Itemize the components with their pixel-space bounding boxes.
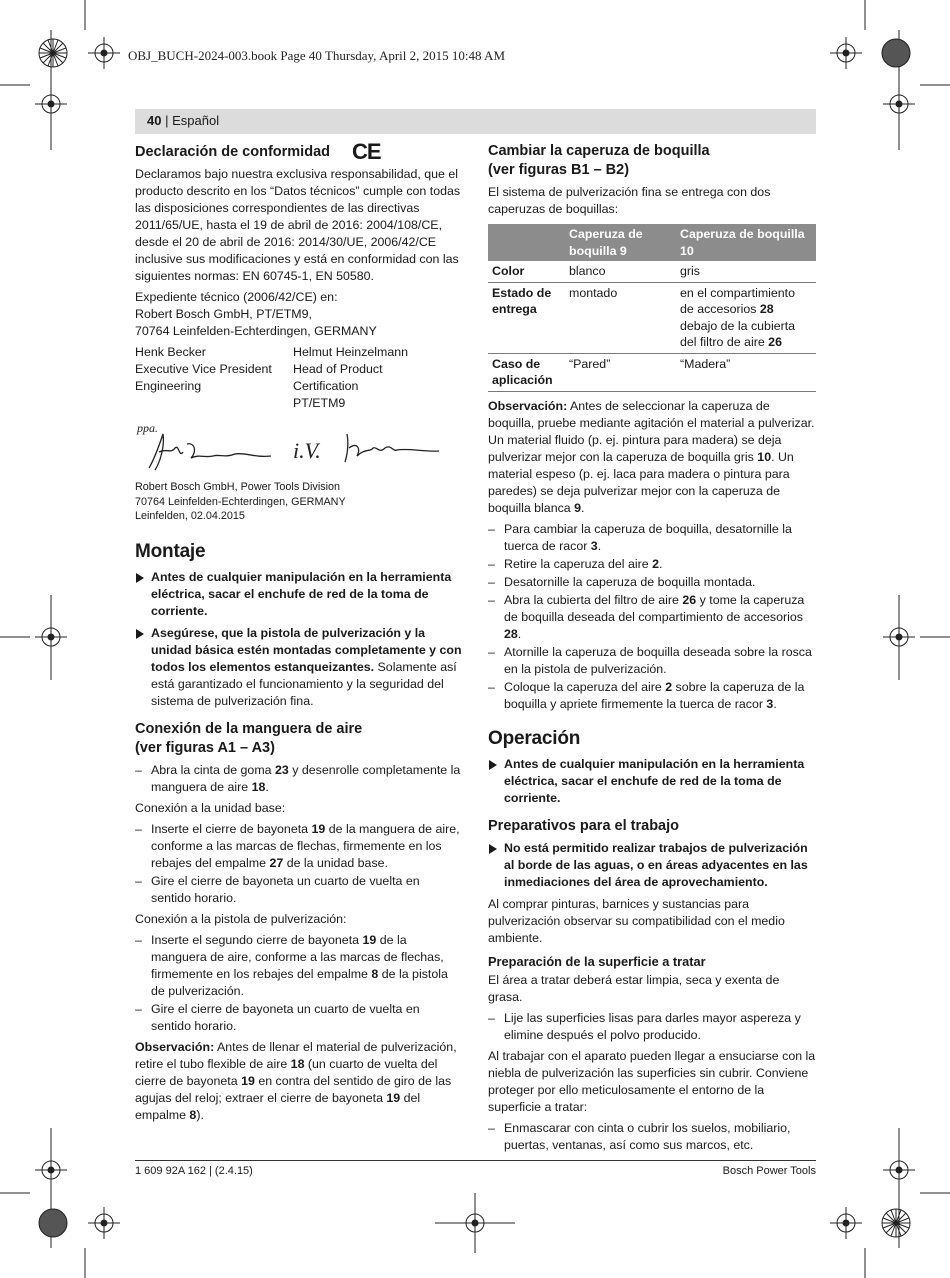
triangle-bullet-icon [489,844,497,854]
signer-name: Helmut Heinzelmann [293,345,409,359]
tech-file-line: Robert Bosch GmbH, PT/ETM9, [135,307,312,321]
page-number: 40 [147,113,162,128]
signer-role: PT/ETM9 [293,396,346,410]
page-header [135,109,816,134]
text: sobre la caperuza de la boquilla y apriete firmemente la tuerca de racor [504,679,805,711]
heading-line: Conexión de la manguera de aire [135,720,363,737]
svg-text:i.V.: i.V. [293,438,321,463]
list-item [488,679,816,713]
table-row [488,282,816,353]
triangle-bullet-icon [136,573,144,583]
list-item [488,756,816,807]
table-cell: montado [565,282,676,353]
gun-steps [135,932,463,1035]
signer-2 [293,344,451,412]
observation-note [135,1039,463,1124]
text: . [517,626,522,641]
text: Antes de seleccionar la caperuza de boquilla, pruebe mediante agitación el material a pulverizar. Un material fluido (p. ej. pintura para madera) se deja pulverizar mejor con la caperuza de boquilla gris [488,398,815,464]
text: . Un material espeso (p. ej. laca para madera o pintura para paredes) se deja pulverizar mejor con la caperuza de boquilla blanca [488,449,794,515]
ref-number: 8 [371,966,379,981]
table-cell: “Madera” [676,353,816,391]
montaje-warnings [135,569,463,710]
table-header-cell: Caperuza de boquilla 10 [676,224,816,261]
ref-number: 27 [269,855,284,870]
text: de la manguera de aire, conforme a las marcas de flechas, firmemente en los rebajes del empalme [151,821,460,870]
text: . [597,538,602,553]
table-row [488,261,816,282]
ref-number: 2 [652,556,659,571]
cambiar-heading [488,142,816,180]
text: (un cuarto de vuelta del cierre de bayoneta [135,1056,438,1088]
conexion-steps [135,762,463,796]
preparativos-heading: Preparativos para el trabajo [488,817,679,834]
text: Abra la cinta de goma [151,762,275,777]
table-cell: Color [488,261,565,282]
preparativos-text: Al comprar pinturas, barnices y sustancias para pulverización observar su compatibilidad con el medio ambiente. [488,896,785,945]
table-header-row [488,224,816,261]
warning-text: Antes de cualquier manipulación en la herramienta eléctrica, sacar el enchufe de red de la toma de corriente. [151,569,452,618]
right-column [488,142,816,1158]
text: . [265,779,269,794]
list-item: – Atornille la caperuza de boquilla deseada sobre la rosca en la pistola de pulverización. [488,644,816,678]
table-header-cell [488,224,565,261]
list-item [488,556,816,573]
list-item [135,821,463,872]
table-cell: blanco [565,261,676,282]
list-item [135,625,463,710]
list-item: – Enmascarar con cinta o cubrir los suelos, mobiliario, puertas, ventanas, así como sus marcos, etc. [488,1120,816,1154]
list-item: – Lije las superficies lisas para darles mayor aspereza y elimine después el polvo producido. [488,1010,816,1044]
cambiar-intro: El sistema de pulverización fina se entrega con dos caperuzas de boquillas: [488,185,771,216]
preparativos-warnings [488,840,816,891]
warning-text: Antes de cualquier manipulación en la herramienta eléctrica, sacar el enchufe de red de la toma de corriente. [504,756,805,805]
ref-number: 26 [682,592,697,607]
ref-number: 9 [574,500,582,515]
ref-number: 3 [590,538,598,553]
table-cell: Caso de aplicación [488,353,565,391]
text: Coloque la caperuza del aire [504,679,666,694]
table-cell [676,282,816,353]
footer-brand: Bosch Power Tools [722,1165,816,1177]
technical-file [135,289,463,340]
company-line: Robert Bosch GmbH, Power Tools Division [135,481,341,493]
ref-number: 10 [757,449,772,464]
ref-number: 23 [274,762,289,777]
ce-mark-logo: CE [352,139,381,164]
signers [135,344,463,412]
text: Retire la caperuza del aire [504,556,653,571]
text: de la pistola de pulverización. [151,966,448,998]
ref-number: 8 [189,1107,197,1122]
ref-number: 19 [362,932,377,947]
declaration-heading [135,139,463,164]
heading-line: (ver figuras B1 – B2) [488,162,630,178]
book-slug: OBJ_BUCH-2024-003.book Page 40 Thursday, April 2, 2015 10:48 AM [128,48,505,63]
left-column [135,139,463,1128]
ref-number: 28 [504,626,518,641]
list-item [135,932,463,1000]
svg-text:ppa.: ppa. [137,421,158,435]
list-item [488,592,816,643]
text: y tome la caperuza de boquilla deseada del compartimiento de accesorios [504,592,805,624]
table-header-cell: Caperuza de boquilla 9 [565,224,676,261]
gun-label: Conexión a la pistola de pulverización: [135,911,347,926]
text: del empalme [135,1090,421,1122]
base-steps [135,821,463,907]
text: . [773,696,777,711]
list-item: – Gire el cierre de bayoneta un cuarto de vuelta en sentido horario. [135,1001,463,1035]
ref-number: 26 [768,335,782,349]
note-label: Observación: [488,398,568,413]
superficie-steps-2 [488,1120,816,1154]
nozzle-table [488,224,816,392]
ref-number: 2 [665,679,673,694]
warning-text-rest: Solamente así está garantizado el funcionamiento y la seguridad del sistema de pulverización fina. [151,659,457,708]
ref-number: 3 [766,696,774,711]
text: Inserte el segundo cierre de bayoneta [151,932,363,947]
page-footer [135,1160,816,1177]
text: ). [196,1107,204,1122]
cambiar-steps [488,521,816,713]
list-item [135,762,463,796]
list-item: – Gire el cierre de bayoneta un cuarto de vuelta en sentido horario. [135,873,463,907]
heading-line: (ver figuras A1 – A3) [135,739,275,756]
tech-file-line: 70764 Leinfelden-Echterdingen, GERMANY [135,324,377,338]
ref-number: 18 [290,1056,305,1071]
ref-number: 19 [241,1073,255,1088]
table-cell: Estado de entrega [488,282,565,353]
header-separator: | [165,113,169,128]
signer-role: Head of Product Certification [293,362,383,393]
ref-number: 18 [251,779,266,794]
declaration-text: Declaramos bajo nuestra exclusiva responsabilidad, que el producto descrito en los “Datos técnicos” cumple con todas las disposiciones correspondientes de las directivas 2011/65/UE, hasta el 19 de abril de 2016: 2004/108/CE, desde el 20 de abril de 2016: 2014/30/UE, 2006/42/CE inclusive sus modificaciones y está en conformidad con las siguientes normas: EN 60745-1, EN 50580. [135,167,461,283]
tech-file-line: Expediente técnico (2006/42/CE) en: [135,290,338,304]
triangle-bullet-icon [136,629,144,639]
company-address [135,480,463,524]
text: en el compartimiento de accesorios [680,285,796,316]
heading-line: Cambiar la caperuza de boquilla [488,143,710,159]
header-language: Español [172,113,220,128]
ref-number: 28 [759,302,774,316]
montaje-heading: Montaje [135,540,206,562]
text: . [658,556,663,571]
text: en contra del sentido de giro de las agujas del reloj; extraer el cierre de bayoneta [135,1073,452,1105]
conexion-heading [135,720,463,758]
signer-1 [135,344,293,412]
ref-number: 19 [311,821,326,836]
superficie-text: El área a tratar deberá estar limpia, seca y exenta de grasa. [488,972,780,1004]
text: de la unidad base. [283,855,388,870]
warning-text: Asegúrese, que la pistola de pulverización y la unidad básica estén montadas completamente y con todos los elementos estanqueizantes. [151,625,462,674]
list-item [135,569,463,620]
company-line: Leinfelden, 02.04.2015 [135,510,245,522]
superficie-heading: Preparación de la superficie a tratar [488,953,706,969]
list-item [488,840,816,891]
superficie-text-2: Al trabajar con el aparato pueden llegar a ensuciarse con la niebla de pulverización las superficies sin cubrir. Conviene proteger por ello meticulosamente el entorno de la superficie a tratar: [488,1048,816,1114]
signer-role: Executive Vice President [135,362,272,376]
operacion-warnings [488,756,816,807]
table-cell: gris [676,261,816,282]
text: de la manguera de aire, conforme a las marcas de flechas, firmemente en los rebajes del empalme [151,932,444,981]
text: Para cambiar la caperuza de boquilla, desatornille la tuerca de racor [504,521,792,553]
superficie-steps [488,1010,816,1044]
text: Inserte el cierre de bayoneta [151,821,312,836]
text: Abra la cubierta del filtro de aire [504,592,683,607]
text: y desenrolle completamente la manguera de aire [151,762,461,794]
table-row [488,353,816,391]
signer-name: Henk Becker [135,345,206,359]
note-label: Observación: [135,1039,215,1054]
base-label: Conexión a la unidad base: [135,800,286,815]
text: debajo de la cubierta del filtro de aire [680,318,796,349]
list-item [488,521,816,555]
signer-role: Engineering [135,379,202,393]
text: . [581,500,585,515]
operacion-heading: Operación [488,727,581,749]
signatures [135,418,463,478]
text: Antes de llenar el material de pulverización, retire el tubo flexible de aire [135,1039,457,1071]
footer-doc-number: 1 609 92A 162 | (2.4.15) [135,1165,253,1177]
triangle-bullet-icon [489,760,497,770]
observation-note [488,398,816,517]
list-item: – Desatornille la caperuza de boquilla montada. [488,574,816,591]
ref-number: 19 [386,1090,401,1105]
company-line: 70764 Leinfelden-Echterdingen, GERMANY [135,495,346,508]
declaration-title: Declaración de conformidad [135,144,330,160]
table-cell: “Pared” [565,353,676,391]
warning-text: No está permitido realizar trabajos de pulverización al borde de las aguas, o en áreas adyacentes en las inmediaciones del área de aprovechamiento. [504,840,808,889]
handwritten-signatures [135,418,463,478]
